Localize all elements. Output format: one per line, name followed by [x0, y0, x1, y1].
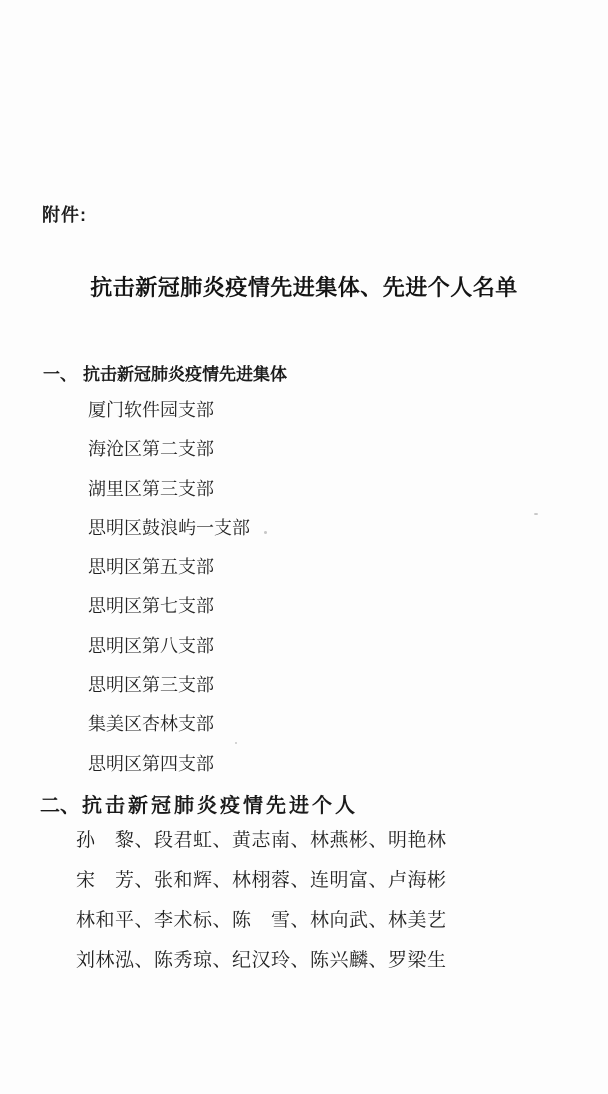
collectives-list [88, 400, 250, 793]
list-item: 海沧区第二支部 [88, 439, 214, 460]
names-row: 孙 黎、段君虹、黄志南、林燕彬、明艳林 [76, 830, 447, 851]
list-item: 厦门软件园支部 [88, 400, 214, 420]
names-row: 刘林泓、陈秀琼、纪汉玲、陈兴麟、罗梁生 [76, 950, 447, 971]
section-number: 一、 [43, 365, 77, 384]
attachment-label: 附件: [42, 205, 87, 225]
list-item: 思明区第四支部 [88, 753, 214, 774]
section-heading-text: 抗击新冠肺炎疫情先进集体 [83, 365, 287, 384]
list-item: 思明区第八支部 [88, 635, 214, 656]
section-number: 二、 [40, 795, 80, 817]
scan-artifact-dot [264, 531, 267, 534]
page-title: 抗击新冠肺炎疫情先进集体、先进个人名单 [90, 275, 518, 300]
scan-artifact-dot [235, 742, 237, 744]
list-item: 湖里区第三支部 [88, 478, 214, 499]
section-heading-collectives [43, 360, 287, 385]
list-item: 思明区第七支部 [88, 596, 214, 617]
individuals-list [76, 830, 447, 990]
scan-artifact-dot [534, 513, 538, 515]
list-item: 集美区杏林支部 [88, 714, 214, 735]
section-heading-text: 抗击新冠肺炎疫情先进个人 [82, 795, 358, 817]
list-item: 思明区第五支部 [88, 557, 214, 578]
names-row: 林和平、李术标、陈 雪、林向武、林美艺 [76, 910, 447, 931]
list-item: 思明区鼓浪屿一支部 [88, 517, 250, 538]
names-row: 宋 芳、张和辉、林栩蓉、连明富、卢海彬 [76, 870, 447, 891]
list-item: 思明区第三支部 [88, 675, 214, 696]
section-heading-individuals [40, 789, 358, 818]
